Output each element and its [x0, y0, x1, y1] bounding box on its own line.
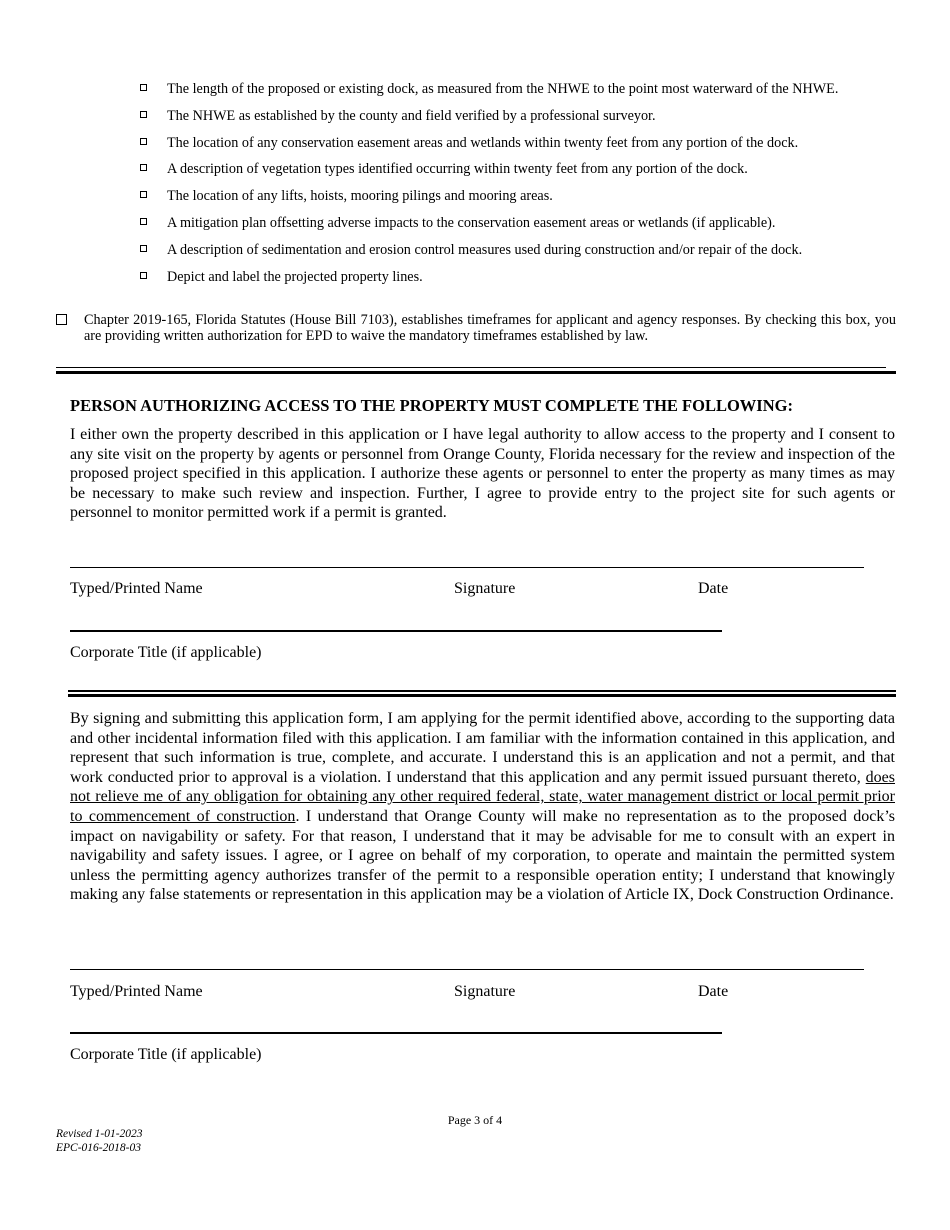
checkbox-bullet-icon[interactable] [140, 111, 147, 118]
corporate-title-line[interactable] [70, 630, 722, 632]
checkbox-bullet-icon[interactable] [140, 84, 147, 91]
checkbox-bullet-icon[interactable] [140, 164, 147, 171]
underlined-clause: does not relieve me of any obligation for obtaining any other required federal, state, water management district or local permit prior to commencement of construction [70, 768, 895, 825]
date-label: Date [698, 983, 729, 1000]
printed-name-label: Typed/Printed Name [70, 983, 203, 1000]
signature-line[interactable] [70, 567, 864, 568]
signature-line[interactable] [70, 969, 864, 970]
access-paragraph: I either own the property described in this application or I have legal authority to allow access to the property and I consent to any site visit on the property by agents or personnel from Orange County, Florida necessary for the review and inspection of the proposed project specified in this application. I authorize these agents or personnel to enter the property as many times as may be necessary to make such review and inspection. Further, I agree to provide entry to the project site for such agents or personnel to monitor permitted work if a permit is granted. [70, 426, 895, 522]
checkbox-bullet-icon[interactable] [140, 272, 147, 279]
signature-label: Signature [454, 580, 516, 597]
checkbox-bullet-icon[interactable] [140, 191, 147, 198]
signature-label: Signature [454, 983, 516, 1000]
checkbox-bullet-icon[interactable] [140, 245, 147, 252]
checkbox-bullet-icon[interactable] [140, 138, 147, 145]
waiver-checkbox[interactable] [56, 314, 67, 325]
applicant-statement: By signing and submitting this application form, I am applying for the permit identified above, according to the supporting data and other incidental information filed with this application. I am familiar with the information contained in this application, and represent that such information is true, complete, and accurate. I understand this is an application and not a permit, and that work conducted prior to approval is a violation. I understand that this application and any permit issued pursuant thereto, does not relieve me of any obligation for obtaining any other required federal, state, water management district or local permit prior to commencement of construction. I understand that Orange County will make no representation as to the proposed dock’s impact on navigability or safety. For that reason, I understand that it may be advisable for me to consult with an expert in navigability and safety issues. I agree, or I agree on behalf of my corporation, to operate and maintain the permitted system unless the permitting agency authorizes transfer of the permit to a responsible operation entity; I understand that knowingly making any false statements or representation in this application may be a violation of Article IX, Dock Construction Ordinance. [70, 710, 896, 904]
access-heading: PERSON AUTHORIZING ACCESS TO THE PROPERTY MUST COMPLETE THE FOLLOWING: [70, 396, 793, 415]
checkbox-bullet-icon[interactable] [140, 218, 147, 225]
form-code: EPC-016-2018-03 [56, 1142, 141, 1154]
waiver-text: Chapter 2019-165, Florida Statutes (House Bill 7103), establishes timeframes for applicant and agency responses. By checking this box, you are providing written authorization for EPD to waive the mandatory timeframes established by law. [84, 312, 896, 344]
revision-date: Revised 1-01-2023 [56, 1128, 143, 1140]
corporate-title-label: Corporate Title (if applicable) [70, 1046, 262, 1063]
divider-thin [68, 690, 896, 692]
divider-thick [68, 694, 896, 697]
printed-name-label: Typed/Printed Name [70, 580, 203, 597]
divider-thick [56, 371, 896, 374]
corporate-title-label: Corporate Title (if applicable) [70, 644, 262, 661]
page-number: Page 3 of 4 [447, 1113, 503, 1127]
corporate-title-line[interactable] [70, 1032, 722, 1034]
date-label: Date [698, 580, 729, 597]
divider-thin [56, 367, 886, 368]
